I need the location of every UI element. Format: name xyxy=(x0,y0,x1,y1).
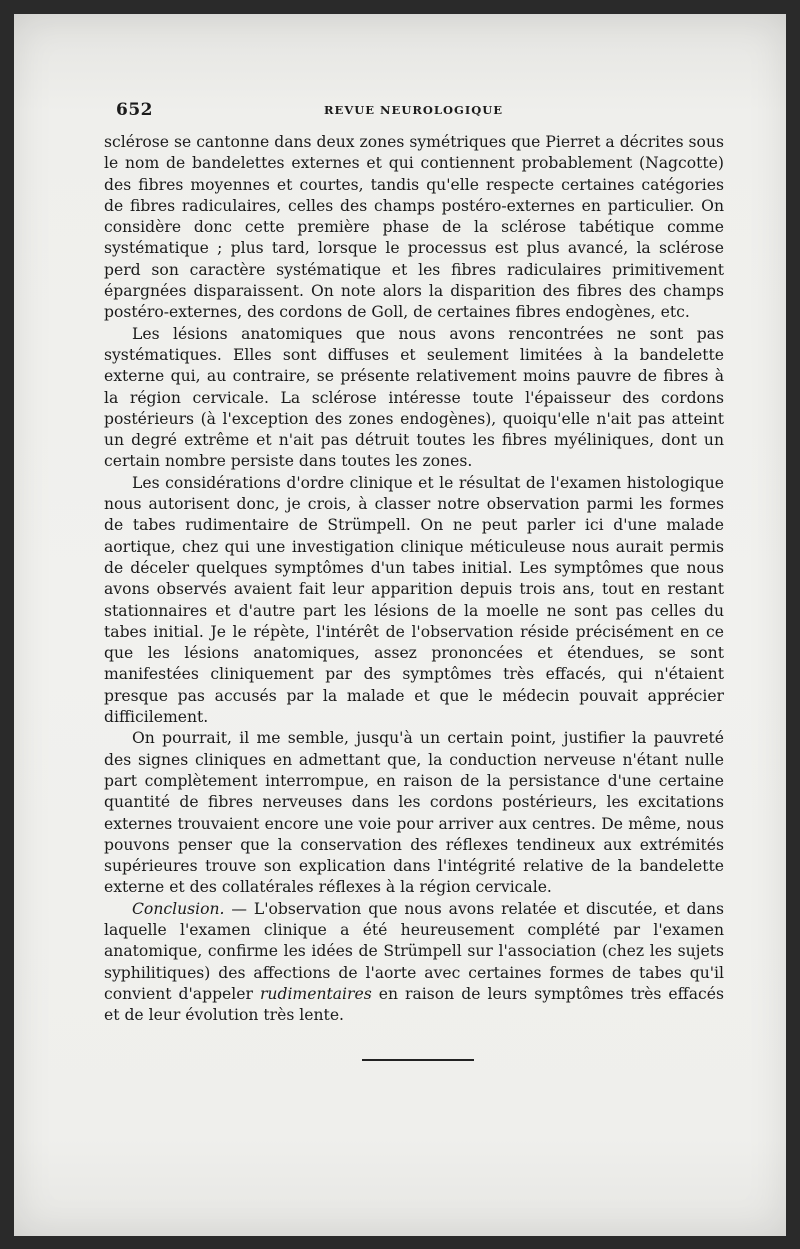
article-body xyxy=(104,132,724,1026)
conclusion-text-part-2: en raison de leurs symptômes très effacés et de leur évolution très lente. xyxy=(104,984,724,1025)
conclusion-text-part-1: — L'observation que nous avons relatée et discutée, et dans laquelle l'examen clinique a été heureusement complété par l'examen anatomique, confirme les idées de Strümpell sur l'association (chez les sujets syphilitiques) des affections de l'aorte avec certaines formes de tabes qu'il convient d'appeler xyxy=(104,899,724,1003)
paragraph-conclusion xyxy=(104,899,724,1027)
paragraph-3: Les considérations d'ordre clinique et le résultat de l'examen histologique nous autorisent donc, je crois, à classer notre observation parmi les formes de tabes rudimentaire de Strümpell. On ne peut parler ici d'une malade aortique, chez qui une investigation clinique méticuleuse nous aurait permis de déceler quelques symptômes d'un tabes initial. Les symptômes que nous avons observés avaient fait leur apparition depuis trois ans, tout en restant stationnaires et d'autre part les lésions de la moelle ne sont pas celles du tabes initial. Je le répète, l'intérêt de l'observation réside précisément en ce que les lésions anatomiques, assez prononcées et étendues, se sont manifestées cliniquement par des symptômes très effacés, qui n'étaient presque pas accusés par la malade et que le médecin pouvait apprécier difficilement. xyxy=(104,473,724,727)
paragraph-1: sclérose se cantonne dans deux zones symétriques que Pierret a décrites sous le nom de bandelettes externes et qui contiennent probablement (Nagcotte) des fibres moyennes et courtes, tandis qu'elle respecte certaines catégories de fibres radiculaires, celles des champs postéro-externes en particulier. On considère donc cette première phase de la sclérose tabétique comme systématique ; plus tard, lorsque le processus est plus avancé, la sclérose perd son caractère systématique et les fibres radiculaires primitivement épargnées disparaissent. On note alors la disparition des fibres des champs postéro-externes, des cordons de Goll, de certaines fibres endogènes, etc. xyxy=(104,133,724,322)
conclusion-label: Conclusion. xyxy=(132,899,225,918)
paragraph-2: Les lésions anatomiques que nous avons rencontrées ne sont pas systématiques. Elles sont diffuses et seulement limitées à la bandelette externe qui, au contraire, se présente relativement moins pauvre de fibres à la région cervicale. La sclérose intéresse toute l'épaisseur des cordons postérieurs (à l'exception des zones endogènes), quoiqu'elle n'ait pas atteint un degré extrême et n'ait pas détruit toutes les fibres myéliniques, dont un certain nombre persiste dans toutes les zones. xyxy=(104,324,724,471)
end-of-article-rule xyxy=(362,1059,474,1061)
running-head: REVUE NEUROLOGIQUE xyxy=(324,103,504,117)
paragraph-4: On pourrait, il me semble, jusqu'à un certain point, justifier la pauvreté des signes cliniques en admettant que, la conduction nerveuse n'étant nulle part complètement interrompue, en raison de la persistance d'une certaine quantité de fibres nerveuses dans les cordons postérieurs, les excitations externes trouvaient encore une voie pour arriver aux centres. De même, nous pouvons penser que la conservation des réflexes tendineux aux extrémités supérieures trouve son explication dans l'intégrité relative de la bandelette externe et des collatérales réflexes à la région cervicale. xyxy=(104,729,724,897)
page-number: 652 xyxy=(116,100,153,120)
page-header xyxy=(104,100,714,124)
journal-page xyxy=(14,14,786,1236)
conclusion-emphasis: rudimentaires xyxy=(259,984,372,1003)
